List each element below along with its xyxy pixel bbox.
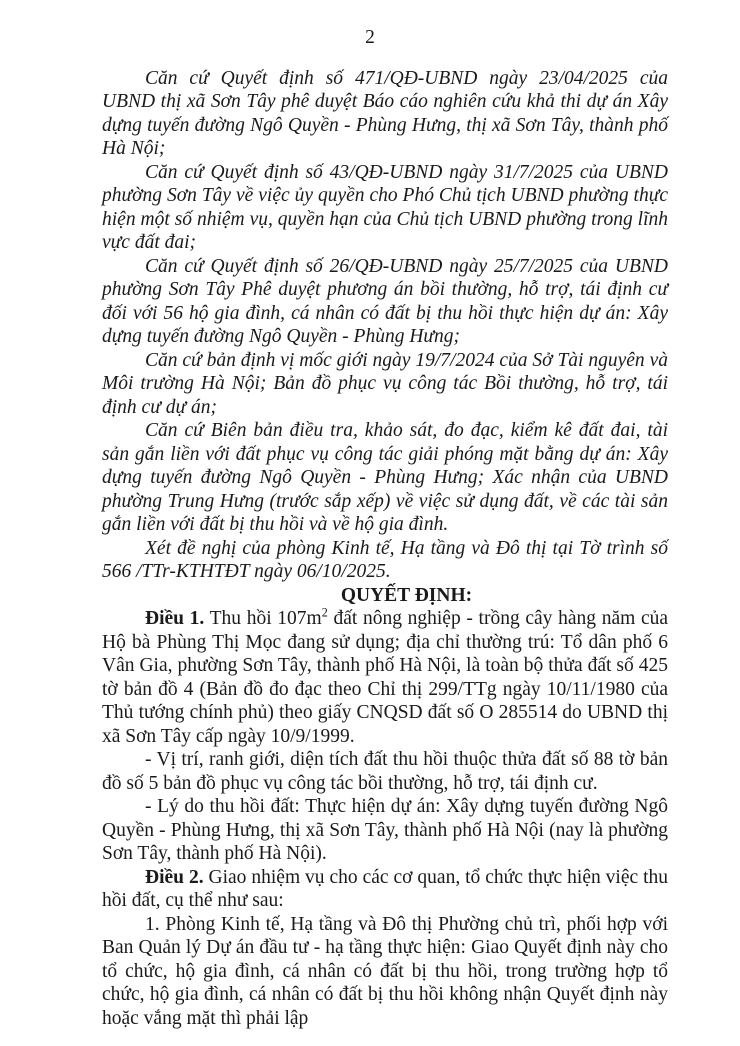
preamble-paragraph: Căn cứ Quyết định số 43/QĐ-UBND ngày 31/7/2025 của UBND phường Sơn Tây về việc ủy quyền cho Phó Chủ tịch UBND phường thực hiện một số nhiệm vụ, quyền hạn của Chủ tịch UBND phường trong lĩnh vực đất đai; bbox=[102, 161, 668, 253]
article-2-paragraph bbox=[102, 866, 668, 913]
article-1-text-after-superscript: đất nông nghiệp - trồng cây hàng năm của Hộ bà Phùng Thị Mọc đang sử dụng; địa chỉ thường trú: Tổ dân phố 6 Vân Gia, phường Sơn Tây, thành phố Hà Nội, là toàn bộ thửa đất số 425 tờ bản đồ 4 (Bản đồ đo đạc theo Chỉ thị 299/TTg ngày 10/11/1980 của Thủ tướng chính phủ) theo giấy CNQSD đất số O 285514 do UBND thị xã Sơn Tây cấp ngày 10/9/1999. bbox=[102, 608, 668, 747]
article-1-item-location: - Vị trí, ranh giới, diện tích đất thu hồi thuộc thửa đất số 88 tờ bản đồ số 5 bản đồ phục vụ công tác bồi thường, hỗ trợ, tái định cư. bbox=[102, 749, 668, 794]
article-2-item-1: 1. Phòng Kinh tế, Hạ tầng và Đô thị Phường chủ trì, phối hợp với Ban Quản lý Dự án đầu tư - hạ tầng thực hiện: Giao Quyết định này cho tổ chức, hộ gia đình, cá nhân có đất bị thu hồi, trong trường hợp tổ chức, hộ gia đình, cá nhân có đất bị thu hồi không nhận Quyết định này hoặc vắng mặt thì phải lập bbox=[102, 913, 668, 1029]
preamble-section bbox=[102, 67, 668, 584]
document-body bbox=[102, 67, 668, 1031]
preamble-paragraph: Căn cứ Biên bản điều tra, khảo sát, đo đạc, kiểm kê đất đai, tài sản gắn liền với đất phục vụ công tác giải phóng mặt bằng dự án: Xây dựng tuyến đường Ngô Quyền - Phùng Hưng; Xác nhận của UBND phường Trung Hưng (trước sắp xếp) về việc sử dụng đất, về các tài sản gắn liền với đất bị thu hồi và về hộ gia đình. bbox=[102, 420, 668, 535]
preamble-paragraph: Căn cứ bản định vị mốc giới ngày 19/7/2024 của Sở Tài nguyên và Môi trường Hà Nội; Bản đồ phục vụ công tác Bồi thường, hỗ trợ, tái định cư dự án; bbox=[102, 349, 668, 418]
articles-section bbox=[102, 607, 668, 1030]
article-1-label: Điều 1. bbox=[145, 608, 205, 629]
preamble-paragraph: Căn cứ Quyết định số 26/QĐ-UBND ngày 25/7/2025 của UBND phường Sơn Tây Phê duyệt phương án bồi thường, hỗ trợ, tái định cư đối với 56 hộ gia đình, cá nhân có đất bị thu hồi thực hiện dự án: Xây dựng tuyến đường Ngô Quyền - Phùng Hưng; bbox=[102, 255, 668, 347]
preamble-paragraph: Căn cứ Quyết định số 471/QĐ-UBND ngày 23/04/2025 của UBND thị xã Sơn Tây phê duyệt Báo cáo nghiên cứu khả thi dự án Xây dựng tuyến đường Ngô Quyền - Phùng Hưng, thị xã Sơn Tây, thành phố Hà Nội; bbox=[102, 67, 668, 159]
preamble-paragraph: Xét đề nghị của phòng Kinh tế, Hạ tầng và Đô thị tại Tờ trình số 566 /TTr-KTHTĐT ngày 06/10/2025. bbox=[102, 537, 668, 582]
article-1-text-before-superscript: Thu hồi 107m bbox=[204, 608, 322, 629]
page-number: 2 bbox=[365, 27, 375, 48]
square-meter-superscript: 2 bbox=[321, 605, 328, 620]
article-1-item-reason: - Lý do thu hồi đất: Thực hiện dự án: Xây dựng tuyến đường Ngô Quyền - Phùng Hưng, thị xã Sơn Tây, thành phố Hà Nội (nay là phường Sơn Tây, thành phố Hà Nội). bbox=[102, 796, 668, 864]
article-2-label: Điều 2. bbox=[145, 866, 204, 888]
article-1-paragraph bbox=[102, 607, 668, 748]
decision-heading: QUYẾT ĐỊNH: bbox=[340, 584, 473, 606]
article-2-text: Giao nhiệm vụ cho các cơ quan, tổ chức thực hiện việc thu hồi đất, cụ thể như sau: bbox=[102, 866, 669, 911]
